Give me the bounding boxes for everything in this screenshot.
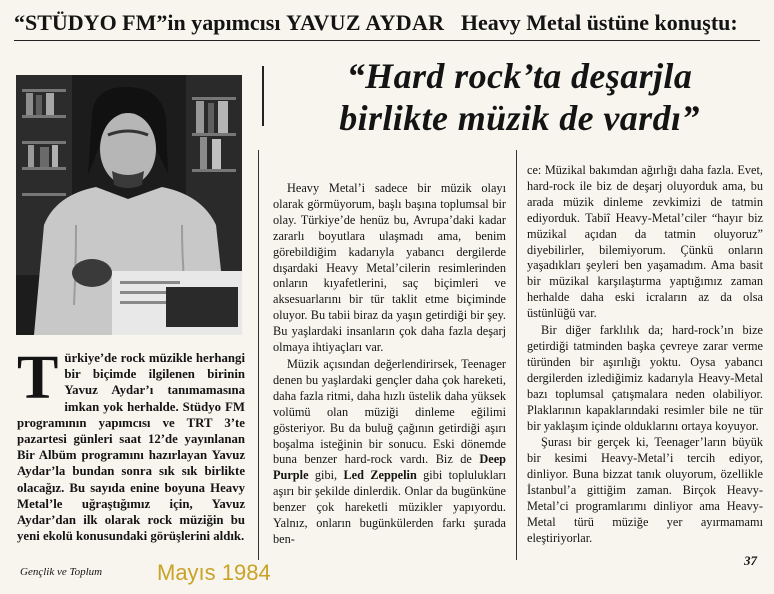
portrait-illustration xyxy=(16,75,242,335)
paragraph: ce: Müzikal bakımdan ağırlığı daha fazla. Evet, hard-rock ile biz de deşarj oluyorduk ama, bu arada müzik dinleme zevkimizi de tatmin ediyorduk. Tabiî Heavy-Metal’ciler “hayır biz müzikal açıdan da tatmin oluyoruz” diyebilirler, bilemiyorum. Çünkü onların yaşadıkları şeyleri ben yaşamadım. Ama basit bir müzikal karşılaştırma yaptığımız zaman herhalde daha eski icraların az da olsa üstünlüğü var. xyxy=(527,163,763,321)
headline xyxy=(272,55,767,139)
kicker-topic: Heavy Metal üstüne konuştu: xyxy=(460,10,738,35)
headline-divider xyxy=(262,66,264,126)
band-name: Deep Purple xyxy=(273,452,507,483)
kicker-quote: “STÜDYO FM”in yapımcısı xyxy=(14,10,281,35)
band-name: Led Zeppelin xyxy=(343,468,417,483)
column-rule-1 xyxy=(258,150,259,560)
intro-text: ürkiye’de rock müzikle herhangi bir biçimde ilgilenen birinin Yavuz Aydar’ı tanımamasına imkan yok herhalde. Stüdyo FM programının yapımcısı ve TRT 3’te pazartesi günleri saat 12’de yayınlanan Bir Albüm programını hazırlayan Yavuz Aydar’la bundan sonra sık sık birlikte olacağız. Bu sayıda enine boyuna Heavy Metal’le uğraştığımız için, Yavuz Aydar’dan ilk olarak rock müziğin bu yeni ekolü konusundaki görüşlerini aldık. xyxy=(17,351,245,544)
intro-column xyxy=(17,344,245,544)
paragraph: Bir diğer farklılık da; hard-rock’ın bize getirdiği tatminden başka çevreye zarar verme türünden bir aşırılığı yoktu. Oysa yabancı dergilerden izlediğimiz kadarıyla Heavy-Metal bazı toplumsal çatışmalara neden olabiliyor. Plaklarının kapaklarındaki resimler bile ne tür bir yaklaşım içinde olduklarını ortaya koyuyor. xyxy=(527,323,763,433)
magazine-name: Gençlik ve Toplum xyxy=(20,566,103,578)
paragraph: Müzik açısından değerlendirirsek, Teenager denen bu yaşlardaki gençler daha çok hareketi, daha fazla ritmi, daha hızlı üstelik daha yüksek volümü olan müziği dinleme eğilimi gösteriyor. Bu da buluğ çağının getirdiği aşırı boşalma isteğinin bir sonucu. Eski dönemde buna benzer hard-rock vardı. Biz de Deep Purple gibi, Led Zeppelin gibi toplulukları aşırı bir şekilde dinlerdik. Onlar da bugünküne benzer çok hareketli müzikler yapıyordu. Yalnız, onların bugünkülerden farkı şurada ben- xyxy=(273,356,507,546)
column-rule-2 xyxy=(516,150,517,560)
paragraph: Heavy Metal’i sadece bir müzik olayı olarak görmüyorum, başlı başına toplumsal bir olay. Türkiye’de henüz bu, Avrupa’daki kadar zararlı boyutlara ulaşmadı ama, benim görebildiğim kadarıyla yabancı dergilerde dışardaki Heavy Metal’cilerin resimlerinden onların kıyafetlerini, saç biçimleri ve aksesuarlarını bir tür taklit etme biçiminde oluyor. Bu tabii biraz da yaşın getirdiği bir şey. Bu yaşlardaki insanların çok daha fazla deşarj olmaya ihtiyaçları var. xyxy=(273,181,506,355)
body-column-2 xyxy=(273,181,506,548)
kicker-line xyxy=(14,6,760,41)
headline-line-1: “Hard rock’ta deşarjla xyxy=(346,56,693,96)
drop-cap: T xyxy=(17,344,59,412)
headline-line-2: birlikte müzik de vardı” xyxy=(339,98,700,138)
date-stamp: Mayıs 1984 xyxy=(157,560,271,585)
body-column-3 xyxy=(527,163,763,547)
paragraph: Şurası bir gerçek ki, Teenager’ların büyük bir kesimi Heavy-Metal’i tercih ediyor, dinliyor. Buna bizzat tanık oluyorum, özellikle İstanbul’a gittiğim zaman. Birçok Heavy-Metal’ci programlarımı dinliyor ama Heavy-Metal türü müziğe yer ayırmamamı eleştiriyorlar. xyxy=(527,435,763,545)
page-number: 37 xyxy=(744,553,757,568)
kicker-name: YAVUZ AYDAR xyxy=(285,10,445,35)
portrait-photo xyxy=(16,75,242,335)
